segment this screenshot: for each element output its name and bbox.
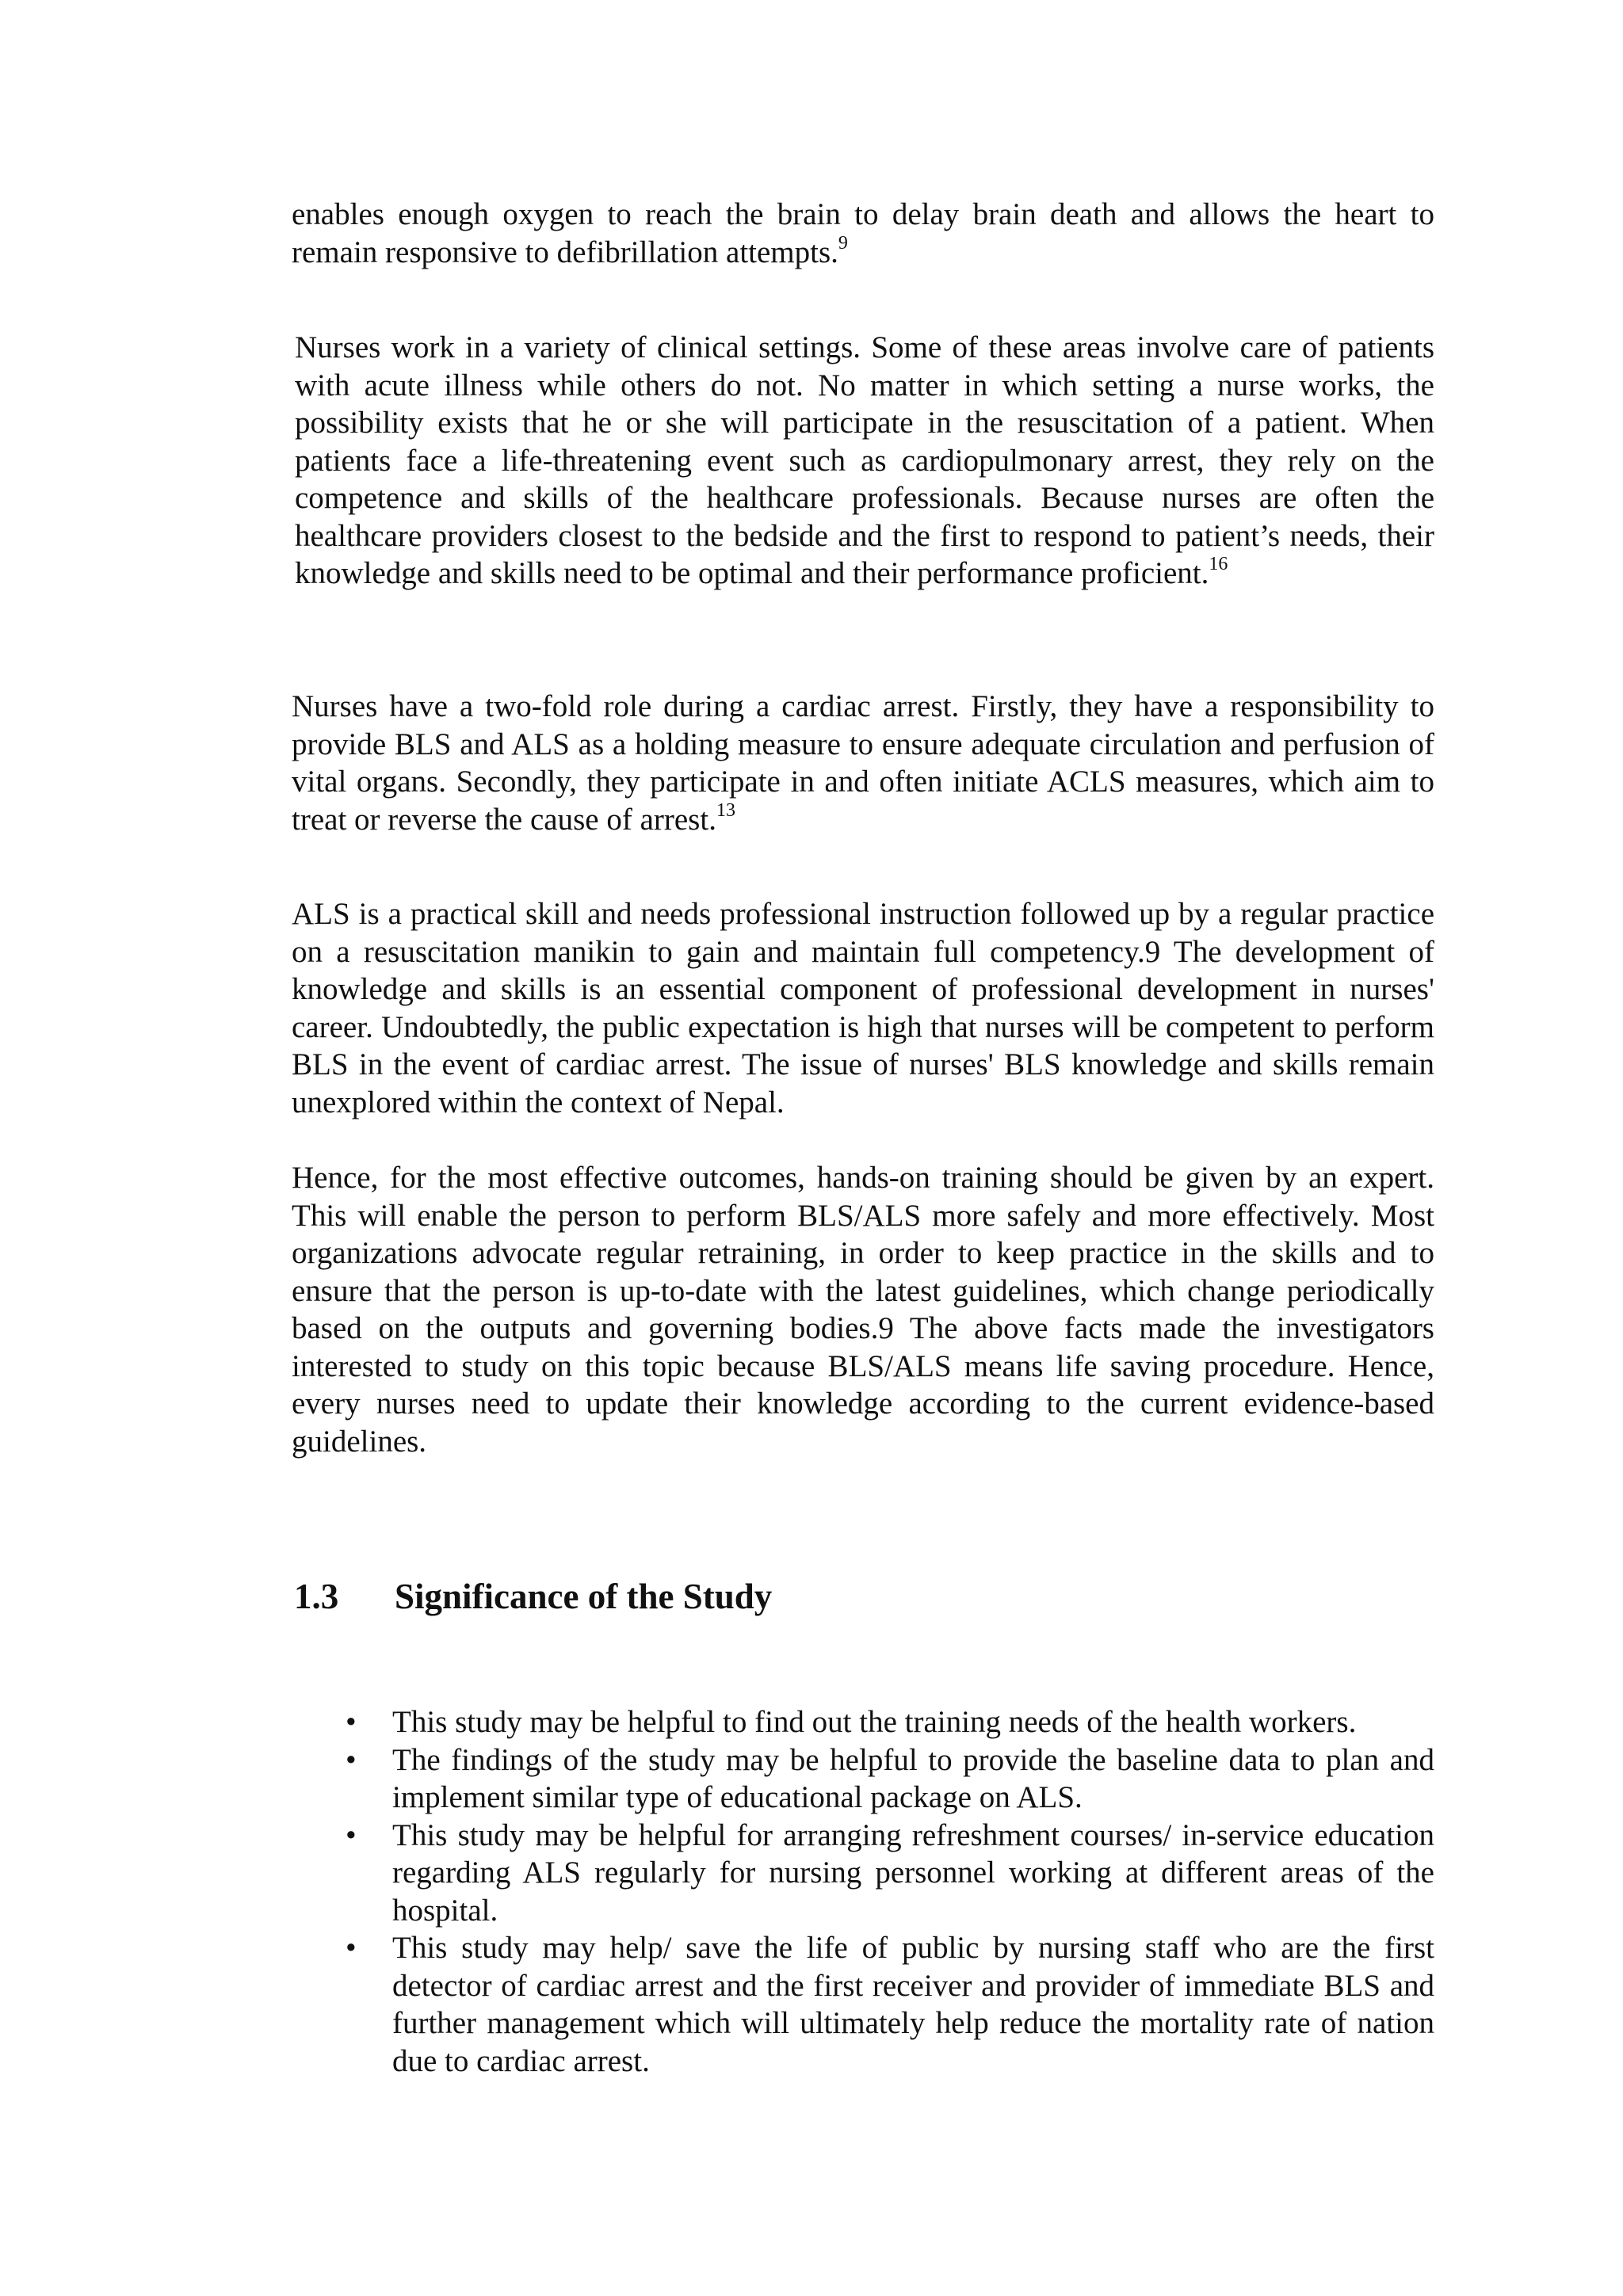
significance-bullet-list bbox=[346, 1703, 1434, 2080]
paragraph-als-practical-skill bbox=[292, 895, 1434, 1121]
bullet-text: This study may be helpful for arranging refreshment courses/ in-service education regarding ALS regularly for nursing personnel working at different areas of the hospital. bbox=[392, 1817, 1434, 1928]
section-title: Significance of the Study bbox=[395, 1577, 773, 1616]
bullet-text: This study may be helpful to find out the training needs of the health workers. bbox=[392, 1705, 1357, 1739]
bullet-icon: • bbox=[346, 1742, 357, 1777]
paragraph-hands-on-training bbox=[292, 1159, 1434, 1460]
bullet-icon: • bbox=[346, 1817, 357, 1852]
bullet-item bbox=[346, 1929, 1434, 2080]
citation-superscript: 13 bbox=[716, 799, 735, 821]
bullet-text: This study may help/ save the life of public by nursing staff who are the first detector of cardiac arrest and the first receiver and provider of immediate BLS and further management which will ultimately help reduce the mortality rate of nation due to cardiac arrest. bbox=[392, 1931, 1434, 2078]
bullet-text: The findings of the study may be helpful to provide the baseline data to plan and implement similar type of educational package on ALS. bbox=[392, 1742, 1434, 1814]
bullet-icon: • bbox=[346, 1931, 357, 1965]
section-number: 1.3 bbox=[294, 1577, 339, 1616]
paragraph-brain-oxygen bbox=[292, 196, 1434, 271]
paragraph-text: Nurses have a two-fold role during a cardiac arrest. Firstly, they have a responsibility to provide BLS and ALS as a holding measure to ensure adequate circulation and perfusion of vital organs. Secondly, they participate in and often initiate ACLS measures, which aim to treat or reverse the cause of arrest. bbox=[292, 689, 1434, 837]
bullet-icon: • bbox=[346, 1705, 357, 1739]
paragraph-nurses-clinical-settings bbox=[295, 329, 1434, 593]
bullet-item bbox=[346, 1703, 1434, 1741]
paragraph-text: ALS is a practical skill and needs professional instruction followed up by a regular practice on a resuscitation manikin to gain and maintain full competency.9 The development of knowledge and skills is an essential component of professional development in nurses' career. Undoubtedly, the public expectation is high that nurses will be competent to perform BLS in the event of cardiac arrest. The issue of nurses' BLS knowledge and skills remain unexplored within the context of Nepal. bbox=[292, 897, 1434, 1119]
section-heading bbox=[294, 1574, 772, 1619]
paragraph-nurses-two-fold-role bbox=[292, 688, 1434, 838]
citation-superscript: 16 bbox=[1209, 554, 1228, 574]
bullet-item bbox=[346, 1817, 1434, 1930]
citation-superscript: 9 bbox=[838, 232, 848, 254]
paragraph-text: Hence, for the most effective outcomes, hands-on training should be given by an expert. This will enable the person to perform BLS/ALS more safely and more effectively. Most organizations advocate regular retraining, in order to keep practice in the skills and to ensure that the person is up-to-date with the latest guidelines, which change periodically based on the outputs and governing bodies.9 The above facts made the investigators interested to study on this topic because BLS/ALS means life saving procedure. Hence, every nurses need to update their knowledge according to the current evidence-based guidelines. bbox=[292, 1161, 1434, 1459]
bullet-item bbox=[346, 1741, 1434, 1817]
paragraph-text: Nurses work in a variety of clinical settings. Some of these areas involve care of patients with acute illness while others do not. No matter in which setting a nurse works, the possibility exists that he or she will participate in the resuscitation of a patient. When patients face a life-threatening event such as cardiopulmonary arrest, they rely on the competence and skills of the healthcare professionals. Because nurses are often the healthcare providers closest to the bedside and the first to respond to patient’s needs, their knowledge and skills need to be optimal and their performance proficient. bbox=[295, 330, 1434, 590]
paragraph-text: enables enough oxygen to reach the brain to delay brain death and allows the heart to remain responsive to defibrillation attempts. bbox=[292, 197, 1434, 269]
